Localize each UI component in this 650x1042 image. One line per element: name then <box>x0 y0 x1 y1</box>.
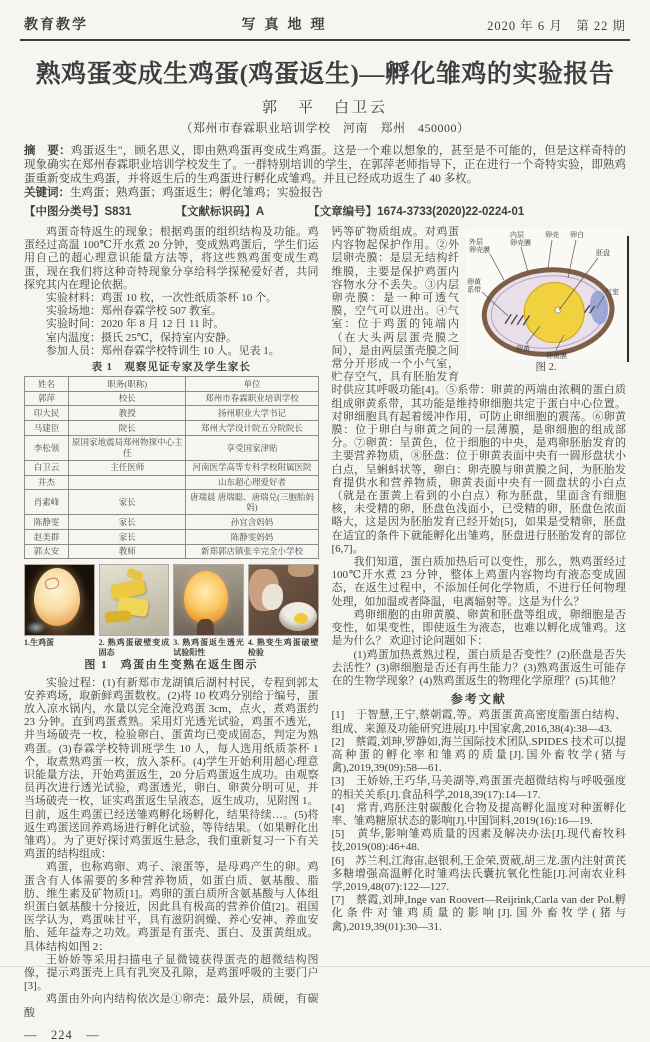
references-heading: 参考文献 <box>450 692 507 707</box>
article-affiliation: （郑州市春霖职业培训学校 河南 郑州 450000） <box>180 121 470 135</box>
figure1-caption: 图 1 鸡蛋由生变熟在返生图示 <box>84 659 259 672</box>
figure2 <box>466 228 626 374</box>
cell-name: 印大民 <box>25 406 69 421</box>
photo-label-3: 3. 熟鸡蛋返生透光试验阳性 <box>173 638 244 657</box>
journal-section-label: 教育教学 <box>24 16 88 32</box>
line-time: 实验时间：2020 年 8 月 12 日 11 时。 <box>46 318 225 331</box>
table1-caption: 表 1 观察见证专家及学生家长 <box>91 362 251 374</box>
cell-org: 山东超心理爱好者 <box>186 475 318 490</box>
boiled-egg-pieces-photo <box>99 564 170 636</box>
cell-name: 赵美群 <box>25 530 69 545</box>
reference-item-3: [3] 王娇娇,王巧华,马美湖等,鸡蛋蛋壳超微结构与呼吸强度的相关关系[J].食品科学,2018,39(17):14—17. <box>331 775 626 801</box>
cell-title: 主任医师 <box>69 460 186 475</box>
abstract <box>24 144 626 186</box>
raw-egg-candling-photo <box>24 564 95 636</box>
reference-item-4: [4] 常青,鸡胚注射碳酸化合物及提高孵化温度对种蛋孵化率、雏鸡糖原状态的影响[J].中国饲料,2019(16):16—19. <box>331 801 626 827</box>
label-yolk: 卵黄 <box>516 346 530 353</box>
label-inner-shell-membrane-2: 卵壳膜 <box>510 240 531 247</box>
figure1-photo-row <box>24 564 319 657</box>
table-row <box>25 435 319 460</box>
cell-name: 郭萍 <box>25 391 69 406</box>
table1-header-name: 姓名 <box>25 377 69 392</box>
label-inner-shell-membrane: 内层 <box>510 232 524 239</box>
label-germinal-disc: 胚盘 <box>596 250 610 257</box>
right-column <box>332 226 627 1042</box>
figure2-caption: 图 2. <box>535 362 557 373</box>
cell-org: 河南医学高等专科学校附属医院 <box>186 460 318 475</box>
cell-title: 家长 <box>69 490 186 515</box>
label-outer-shell-membrane-2: 卵壳膜 <box>469 247 490 254</box>
table-row <box>25 544 319 559</box>
label-outer-shell-membrane: 外层 <box>469 239 483 246</box>
cell-name: 井杰 <box>25 475 69 490</box>
header-rule <box>20 39 630 41</box>
line-participants: 参加人员：郑州春霖学校特训生 10 人。见表 1。 <box>46 344 280 357</box>
label-shell: 卵壳 <box>545 232 559 239</box>
figure1-cell-4 <box>248 564 319 657</box>
label-yolk-membrane: 卵黄膜 <box>546 353 567 360</box>
table1-header-row <box>25 377 319 392</box>
table1-header-title: 职务(职称) <box>69 377 186 392</box>
table-row <box>25 460 319 475</box>
photo-label-1: 1.生鸡蛋 <box>24 638 54 648</box>
cell-org: 新郑郭店镇张辛完全小学校 <box>186 544 318 559</box>
figure1-cell-3 <box>173 564 244 657</box>
keywords-text: 生鸡蛋；熟鸡蛋；鸡蛋返生；孵化雏鸡；实验报告 <box>70 187 323 199</box>
journal-name: 写真地理 <box>241 18 334 33</box>
label-air-cell: 气室 <box>605 289 619 296</box>
cell-title: 教师 <box>69 544 186 559</box>
table-row <box>25 475 319 490</box>
paragraph-denature-question: 我们知道，蛋白质加热后可以变性，那么，熟鸡蛋经过 100℃开水煮 23 分钟，整体上鸡蛋内容物均有液态变成固态，在返生过程中，不添加任何化学物质，不进行任何物理处理，如加温或者降温，电离辐射等。这是为什么？ <box>331 556 626 608</box>
table1-header-org: 单位 <box>186 377 318 392</box>
cell-title: 校长 <box>69 391 186 406</box>
body-columns <box>0 221 650 1042</box>
keywords-label: 关键词： <box>24 187 70 199</box>
cell-org: 孙宜含妈妈 <box>186 515 318 530</box>
paragraph-microscope: 王娇娇等采用扫描电子显微镜获得蛋壳的超微结构图像，提示鸡蛋壳上具有乳突及孔隙，是鸡蛋呼吸的主要门户[3]。 <box>24 953 319 993</box>
cell-title <box>69 475 186 490</box>
cracked-egg-check-photo <box>248 564 319 636</box>
cell-title: 家长 <box>69 530 186 545</box>
column-rule <box>627 236 629 362</box>
cell-title: 教授 <box>69 406 186 421</box>
egg-structure-diagram <box>466 228 626 360</box>
reference-item-2: [2] 蔡霞,刘珅,罗静如,海兰国际技术团队.SPIDES 技术可以提高种蛋的孵化率和雏鸡的质量[J].国外畜牧学(猪与禽),2019,39(09):58—61. <box>331 735 626 775</box>
reference-item-5: [5] 黄华,影响雏鸡质量的因素及解决办法[J].现代畜牧科技,2019(08):46+48. <box>331 828 626 854</box>
article-authors: 郭 平 白卫云 <box>261 100 388 116</box>
cell-name: 肖素峰 <box>25 490 69 515</box>
cell-org: 郑州大学设计院五分院院长 <box>186 421 318 436</box>
cell-org: 扬州职业大学书记 <box>186 406 318 421</box>
cell-name: 马建臣 <box>25 421 69 436</box>
article-title: 熟鸡蛋变成生鸡蛋(鸡蛋返生)—孵化雏鸡的实验报告 <box>35 61 615 88</box>
journal-header <box>0 6 650 39</box>
photo-label-4: 4. 熟变生鸡蛋破壁检验 <box>247 638 319 657</box>
page-number: — 224 — <box>24 1027 100 1042</box>
cell-org: 郑州市春霖职业培训学校 <box>186 391 318 406</box>
meta-clc: 【中图分类号】S831 <box>24 206 132 218</box>
table-row <box>25 490 319 515</box>
paragraph-process: 实验过程：(1)有新郑市龙湖镇后湖村村民，专程到郭太安养鸡场，取新鲜鸡蛋数枚。(2)将 10 枚鸡分别给于编号，蛋放入凉水锅内，水量以完全淹没鸡蛋 3cm，点火，煮鸡蛋约 23 分钟。直到鸡蛋煮熟。采用灯光透光试验，鸡蛋不透光，并当场破壳一枚，检验卵白、蛋黄均已变成固态，判定为熟鸡蛋。(3)春霖学校特训班学生 10 人，每人选用纸质茶杯 1 个，取煮熟鸡蛋一枚，放入茶杯。(4)学生开始利用超心理意识能量方法，开始鸡蛋返生，20 分后鸡蛋返生成功。由观察员再次进行透光试验，鸡蛋透光，卵白、卵黄分明可见，并当场破壳一枚，证实鸡蛋返生呈液态，返生成功，见附图 1。目前，返生鸡蛋已经送雏鸡孵化场孵化，结果待续…。(5)将返生鸡蛋送回养鸡场进行孵化试验，等待结果。（如果孵化出雏鸡）。为了更好探讨鸡蛋返生悬念，我们重新复习一下有关鸡蛋的结构组成： <box>24 676 319 861</box>
cell-title: 家长 <box>69 515 186 530</box>
meta-line <box>0 200 650 221</box>
figure1-cell-2 <box>99 564 170 657</box>
label-albumen: 卵白 <box>570 232 584 239</box>
line-temperature: 室内温度：摄氏 25℃，保持室内安静。 <box>46 331 238 344</box>
journal-issue: 2020 年 6 月 第 22 期 <box>487 19 626 33</box>
figure1-cell-1 <box>24 564 95 657</box>
cell-title: 原国家地震局郑州物探中心主任 <box>69 435 186 460</box>
meta-doc-code: 【文献标识码】A <box>175 206 265 218</box>
table-row <box>25 391 319 406</box>
line-site: 实验场地：郑州春霖学校 507 教室。 <box>46 305 222 318</box>
abstract-block <box>0 144 650 200</box>
cell-name: 李松领 <box>25 435 69 460</box>
cell-name: 陈静雯 <box>25 515 69 530</box>
paragraph-structure-start: 鸡蛋由外向内结构依次是①卵壳：最外层，质硬，有碳酸 <box>24 993 319 1019</box>
abstract-text: 鸡蛋返生"，顾名思义，即由熟鸡蛋再变成生鸡蛋。这是一个难以想象的，甚至是不可能的，但是这样奇特的现象确实在郑州春霖职业培训学校发生了。一群特别培训的学生，在郭萍老师指导下，正在进行一个奇特实验，即熟鸡蛋重新变成生鸡蛋，并将返生后的生鸡蛋进行孵化成雏鸡。并且已经成功返生了 40 多枚。 <box>24 145 626 185</box>
cell-title: 院长 <box>69 421 186 436</box>
meta-article-id: 【文章编号】1674-3733(2020)22-0224-01 <box>308 206 525 218</box>
photo-label-2: 2. 熟鸡蛋破壁变成固态 <box>98 638 170 657</box>
label-chalaza: 卵黄 <box>467 279 481 286</box>
cell-org: 唐瑞晨 唐瑞聪、唐瑞兑(三胞胎妈妈) <box>186 490 318 515</box>
left-column <box>24 226 319 1042</box>
reference-item-1: [1] 于智慧,王宁,蔡朝霞,等。鸡蛋蛋黄高密度脂蛋白结构、组成、来源及功能研究进展[J].中国家禽,2016,38(4):38—43. <box>331 709 626 735</box>
table-row <box>25 406 319 421</box>
cell-name: 郭太安 <box>25 544 69 559</box>
table-row <box>25 530 319 545</box>
table1 <box>24 376 319 559</box>
table-row <box>25 515 319 530</box>
table-row <box>25 421 319 436</box>
label-chalaza-2: 系带 <box>467 287 481 294</box>
paragraph-discussion-questions: (1)鸡蛋加热煮熟过程，蛋白质是否变性？(2)胚盘是否失去活性？(3)卵细胞是否还有再生能力？(3)熟鸡蛋返生可能存在的生物学现象？(4)熟鸡蛋返生的物理化学原理？(5)其他？ <box>331 648 626 687</box>
paragraph-structure-continued: 钙等矿物质组成。对鸡蛋内容物起保护作用。②外层卵壳膜：是层无结构纤维膜，主要是保护鸡蛋内容物水分不丢失。③内层卵壳膜：是一种可透气膜，空气可以进出。④气室：位于鸡蛋的钝端内（在大头两层蛋壳膜之间），是由两层蛋壳膜之间常分开形成一个小气室，贮存空气，具有胚胎发育时供应其呼吸功能[4]。⑤系带：卵黄的两端由浓稠的蛋白质组成卵黄系带，其功能是维持卵细胞共定于蛋白中心位置。对卵细胞具有起着缓冲作用，可防止卵细胞的震荡。⑥卵黄膜：位于卵白与卵黄之间的一层薄膜，是卵细胞的组成部分。⑦卵黄：呈黄色，位于细胞的中央，是鸡卵胚胎发育的主要营养物质，⑧胚盘：位于卵黄表面中央有一圆形盘状小白点，呈蝌蚪状等，卵白：卵壳膜与卵黄膜之间，为胚胎发育提供水和营养物质，卵黄表面中央有一圆盘状的小白点（就是在蛋黄上看到的小白点）称为胚盘，里面含有细胞核，未受精的卵，胚盘色浅面小，已受精的卵，胚盘色浓面略大，这是因为胚胎发育已经开始[5]，如果是受精卵，胚盘在适宜的条件下就能孵化出雏鸡，胚盘进行胚胎发育的部位[6,7]。 <box>331 226 626 555</box>
paragraph-intro: 鸡蛋奇特返生的现象；根据鸡蛋的组织结构及功能。鸡蛋经过高温 100℃开水煮 20 分钟，变成熟鸡蛋后，学生们运用自己的超心理意识能量方法等，将这些熟鸡蛋变成生鸡蛋，现在我们将这种奇特现象分享给科学探秘爱好者，共同探究其内在理论依据。 <box>24 226 319 291</box>
abstract-label: 摘 要： <box>24 145 71 157</box>
paragraph-egg-intro: 鸡蛋，也称鸡卵、鸡子、滚蛋等，是母鸡产生的卵。鸡蛋含有人体需要的多种营养物质，如蛋白质、氨基酸、脂肪、维生素及矿物质[1]。鸡卵的蛋白质所含氨基酸与人体组织蛋白氨基酸十分接近，因此具有极高的营养价值[2]。祖国医学认为，鸡蛋味甘平，具有滋阴润燥、养心安神、养血安胎、延年益寿之功效。鸡蛋是有蛋壳、蛋白、及蛋黄组成。具体结构如图 2： <box>24 861 319 953</box>
line-materials: 实验材料：鸡蛋 10 枚，一次性纸质茶杯 10 个。 <box>46 292 277 305</box>
reference-item-6: [6] 苏兰利,江海宙,赵银利,王金荣,贾葳,胡三龙.蛋内注射黄芪多糖增强高温孵化时雏鸡法氏囊抗氧化性能[J].河南农业科学,2019,48(07):122—127. <box>331 854 626 893</box>
keywords <box>24 186 626 200</box>
light-test-photo <box>173 564 244 636</box>
cell-org: 陈静雯妈妈 <box>186 530 318 545</box>
paragraph-cell-question: 鸡卵细胞的由卵黄膜、卵黄和胚盘等组成，卵细胞是否变性，如果变性，即使返生为液态，也难以孵化成雏鸡。这是为什么？ 欢迎讨论问题如下： <box>331 608 626 648</box>
cell-name: 白卫云 <box>25 460 69 475</box>
cell-org: 享受国家津贴 <box>186 435 318 460</box>
figure1 <box>24 564 319 672</box>
reference-item-7: [7] 蔡霞,刘珅,Inge van Roovert—Reijrink,Carla van der Pol.孵化条件对雏鸡质量的影响[J].国外畜牧学(猪与禽),2019,39(01):30—31. <box>331 894 626 933</box>
